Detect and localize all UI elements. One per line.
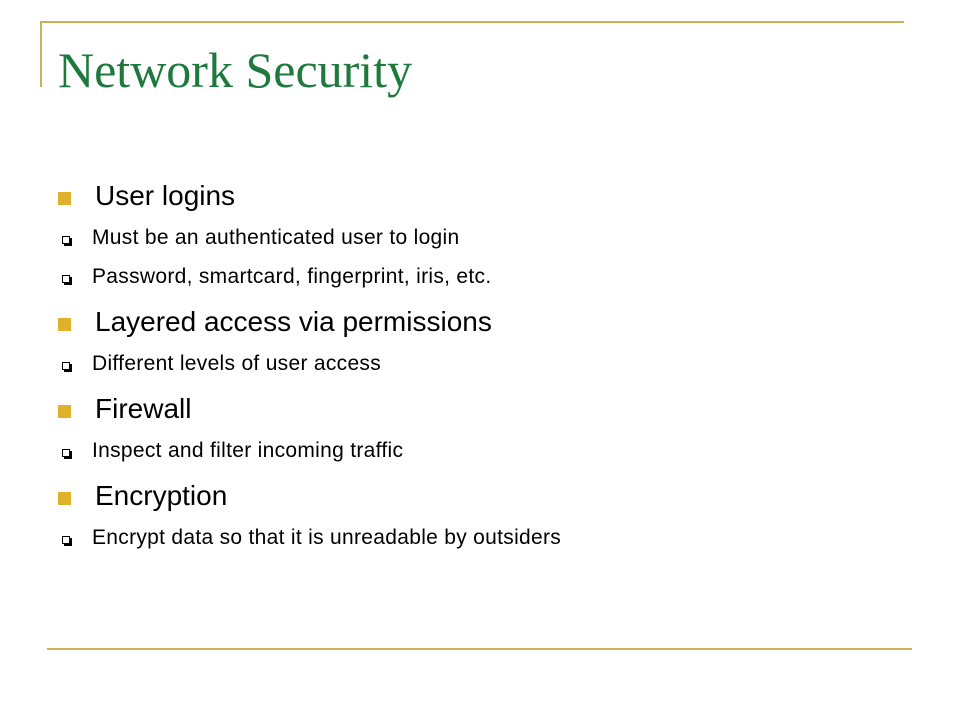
square-bullet-icon <box>58 405 71 418</box>
sub-list-container <box>58 518 561 557</box>
sub-bullet <box>58 257 561 296</box>
sub-list-container <box>58 344 561 383</box>
hollow-square-bullet-icon <box>62 449 70 457</box>
hollow-square-bullet-icon <box>62 236 70 244</box>
bullet-text: Layered access via permissions <box>95 306 492 337</box>
sub-bullet <box>58 218 561 257</box>
sub-list <box>58 518 561 557</box>
sub-list <box>58 431 561 470</box>
sub-list <box>58 344 561 383</box>
bullet-firewall <box>58 387 561 431</box>
sub-bullet-text: Must be an authenticated user to login <box>92 226 460 249</box>
bottom-rule <box>47 648 912 650</box>
sub-bullet-text: Encrypt data so that it is unreadable by outsiders <box>92 526 562 549</box>
sub-bullet <box>58 344 561 383</box>
sub-bullet <box>58 518 561 557</box>
top-rule <box>40 21 904 23</box>
bullet-text: Firewall <box>95 393 192 424</box>
sub-list-container <box>58 218 561 296</box>
bullet-list <box>58 174 561 561</box>
sub-list <box>58 218 561 296</box>
bullet-text: Encryption <box>95 480 228 511</box>
bullet-text: User logins <box>95 180 236 211</box>
hollow-square-bullet-icon <box>62 536 70 544</box>
sub-bullet-text: Password, smartcard, fingerprint, iris, etc. <box>92 265 492 288</box>
sub-bullet-text: Inspect and filter incoming traffic <box>92 439 404 462</box>
square-bullet-icon <box>58 492 71 505</box>
square-bullet-icon <box>58 192 71 205</box>
bullet-layered-access <box>58 300 561 344</box>
hollow-square-bullet-icon <box>62 275 70 283</box>
bullet-encryption <box>58 474 561 518</box>
square-bullet-icon <box>58 318 71 331</box>
bullet-user-logins <box>58 174 561 218</box>
sub-bullet <box>58 431 561 470</box>
sub-bullet-text: Different levels of user access <box>92 352 382 375</box>
slide-title: Network Security <box>58 42 413 98</box>
sub-list-container <box>58 431 561 470</box>
hollow-square-bullet-icon <box>62 362 70 370</box>
left-rule <box>40 21 42 87</box>
